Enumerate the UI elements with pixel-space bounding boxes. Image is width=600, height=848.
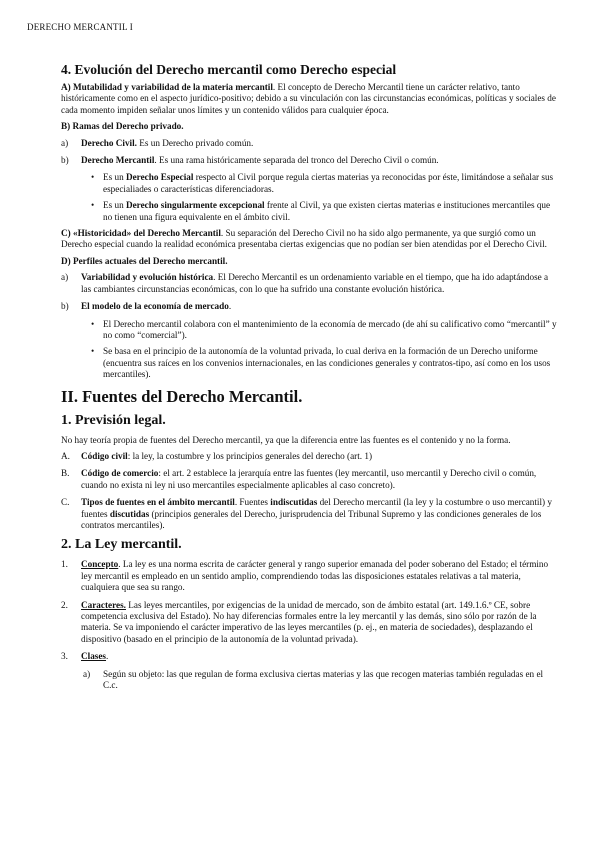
item-heading: Variabilidad y evolución histórica — [81, 272, 214, 283]
item-label: a) — [61, 272, 69, 283]
item-label: a) — [61, 137, 69, 148]
item-label: C. — [61, 497, 70, 508]
page-body — [61, 62, 557, 697]
bullet-item — [91, 200, 557, 223]
bullet-icon: • — [91, 200, 95, 211]
subsection-1-title: 1. Previsión legal. — [61, 412, 166, 428]
sources-item-c — [61, 497, 557, 531]
bullet-item — [91, 346, 557, 380]
section-4-title: 4. Evolución del Derecho mercantil como Derecho especial — [61, 62, 397, 77]
item-label: 1. — [61, 559, 68, 570]
running-header: DERECHO MERCANTIL I — [27, 22, 133, 32]
s4-d-heading: D) Perfiles actuales del Derecho mercantil. — [61, 255, 228, 266]
item-label: 3. — [61, 651, 68, 662]
item-label: a) — [83, 668, 91, 679]
s4-c-text: . Su separación del Derecho Civil no ha sido algo permanente, ya que surgió como un Derecho especial cuando la realidad económica presentaba ciertas exigencias que no podían ser bien atendidas por el Derecho Civil. — [61, 228, 547, 250]
item-label: A. — [61, 450, 70, 461]
item-text: : el art. 2 establece la jerarquía entre las fuentes (ley mercantil, uso mercantil y Derecho civil o común, cuando no exista ni ley ni uso mercantiles especialmente aplicables al caso concreto). — [81, 468, 537, 490]
item-text: . La ley es una norma escrita de carácter general y rango superior emanada del poder soberano del Estado; el término ley mercantil es empleado en un sentido amplio, comprendiendo todas las disposiciones estatales relativas a tal materia, cualquiera que sea su rango. — [81, 559, 549, 593]
s4-d-item-b — [61, 301, 557, 312]
item-text: : la ley, la costumbre y los principios generales del derecho (art. 1) — [127, 450, 373, 461]
law-item-2 — [61, 600, 557, 646]
law-item-3a — [83, 669, 557, 692]
s4-d-item-a — [61, 272, 557, 295]
bullet-text: frente al Civil, ya que existen ciertas materias e instituciones mercantiles que no tienen una figura equivalente en el ámbito civil. — [103, 200, 551, 222]
item-text: (principios generales del Derecho, jurisprudencia del Tribunal Supremo y las condiciones generales de los contratos mercantiles). — [81, 508, 542, 530]
s4-paragraph-a — [61, 82, 557, 116]
item-text: Según su objeto: las que regulan de forma exclusiva ciertas materias y las que recogen materias también reguladas en el C.c. — [103, 668, 544, 691]
item-heading: Concepto — [81, 559, 119, 570]
s4-b-heading: B) Ramas del Derecho privado. — [61, 121, 184, 132]
item-bold: discutidas — [109, 508, 150, 519]
item-label: 2. — [61, 599, 68, 610]
bullet-prefix: Es un — [103, 172, 126, 183]
s4-c-heading: C) «Historicidad» del Derecho Mercantil — [61, 228, 221, 239]
sources-item-a — [61, 451, 557, 462]
item-text: Es un Derecho privado común. — [136, 137, 254, 148]
sources-item-b — [61, 468, 557, 491]
item-text: . Fuentes — [234, 497, 271, 508]
law-item-1 — [61, 559, 557, 593]
item-bold: indiscutidas — [270, 497, 318, 508]
item-text: . — [106, 651, 109, 662]
item-text: . — [228, 301, 232, 312]
item-heading: Código civil — [81, 450, 128, 461]
item-text: del Derecho mercantil (la ley y la costumbre o uso mercantil) y fuentes — [81, 497, 552, 519]
bullet-bold: Derecho singularmente excepcional — [125, 200, 265, 211]
item-text: . El Derecho Mercantil es un ordenamiento variable en el tiempo, que ha ido adaptándose a las cambiantes circunstancias económicas, con lo que ha sufrido una constante evolución histórica. — [81, 272, 549, 294]
bullet-prefix: Es un — [103, 200, 126, 211]
item-heading: Tipos de fuentes en el ámbito mercantil — [81, 497, 235, 508]
bullet-item — [91, 172, 557, 195]
bullet-icon: • — [91, 318, 95, 329]
subsection-1-intro: No hay teoría propia de fuentes del Derecho mercantil, ya que la diferencia entre las fuentes es el contenido y no la forma. — [61, 434, 511, 445]
bullet-bold: Derecho Especial — [125, 172, 194, 183]
s4-paragraph-c — [61, 228, 557, 251]
s4-a-heading: A) Mutabilidad y variabilidad de la materia mercantil — [61, 82, 273, 92]
item-label: b) — [61, 155, 69, 166]
item-heading: Derecho Civil. — [81, 137, 137, 148]
bullet-text: Se basa en el principio de la autonomía de la voluntad privada, lo cual deriva en la formación de un Derecho uniforme (encuentra sus raíces en los convenios internacionales, en las condiciones generales y contratos-tipo, así como en los usos mercantiles). — [103, 346, 551, 380]
item-heading: El modelo de la economía de mercado — [81, 301, 229, 312]
subsection-2-title: 2. La Ley mercantil. — [61, 537, 182, 553]
bullet-icon: • — [91, 172, 95, 183]
bullet-text: respecto al Civil porque regula ciertas materias ya reconocidas por éste, limitándose a señalar sus especialiades o características diferenciadoras. — [103, 172, 554, 194]
bullet-item — [91, 319, 557, 342]
item-heading: Clases — [81, 651, 107, 662]
item-label: B. — [61, 468, 70, 479]
section-ii-title: II. Fuentes del Derecho Mercantil. — [61, 386, 303, 406]
item-heading: Código de comercio — [81, 468, 159, 479]
s4-b-item-a — [61, 138, 557, 149]
bullet-icon: • — [91, 346, 95, 357]
s4-a-text: . El concepto de Derecho Mercantil tiene un carácter relativo, tanto históricamente como en el aspecto jurídico-positivo; debido a su vinculación con las circunstancias económicas, políticas y sociales de cada momento impiden señalar unos límites y un contenido válidos para cualquier época. — [61, 82, 556, 115]
item-heading: Caracteres. — [81, 599, 126, 610]
item-text: . Es una rama históricamente separada del tronco del Derecho Civil o común. — [154, 155, 439, 166]
s4-b-item-b — [61, 155, 557, 166]
item-label: b) — [61, 301, 69, 312]
law-item-3 — [61, 651, 557, 662]
bullet-text: El Derecho mercantil colabora con el mantenimiento de la economía de mercado (de ahí su calificativo como “mercantil” y no como “comercial”). — [103, 318, 557, 340]
item-heading: Derecho Mercantil — [81, 155, 155, 166]
item-text: Las leyes mercantiles, por exigencias de la unidad de mercado, son de ámbito estatal (art. 149.1.6.º CE, sobre competencia exclusiva del Estado). No hay diferencias formales entre la ley mercantil y las demás, sino sólo por razón de la materia. Se va imponiendo el carácter imperativo de las leyes mercantiles (p. ej., en materia de sociedades), desplazando el dispositivo (basado en el principio de la autonomía de la voluntad privada). — [81, 599, 537, 644]
